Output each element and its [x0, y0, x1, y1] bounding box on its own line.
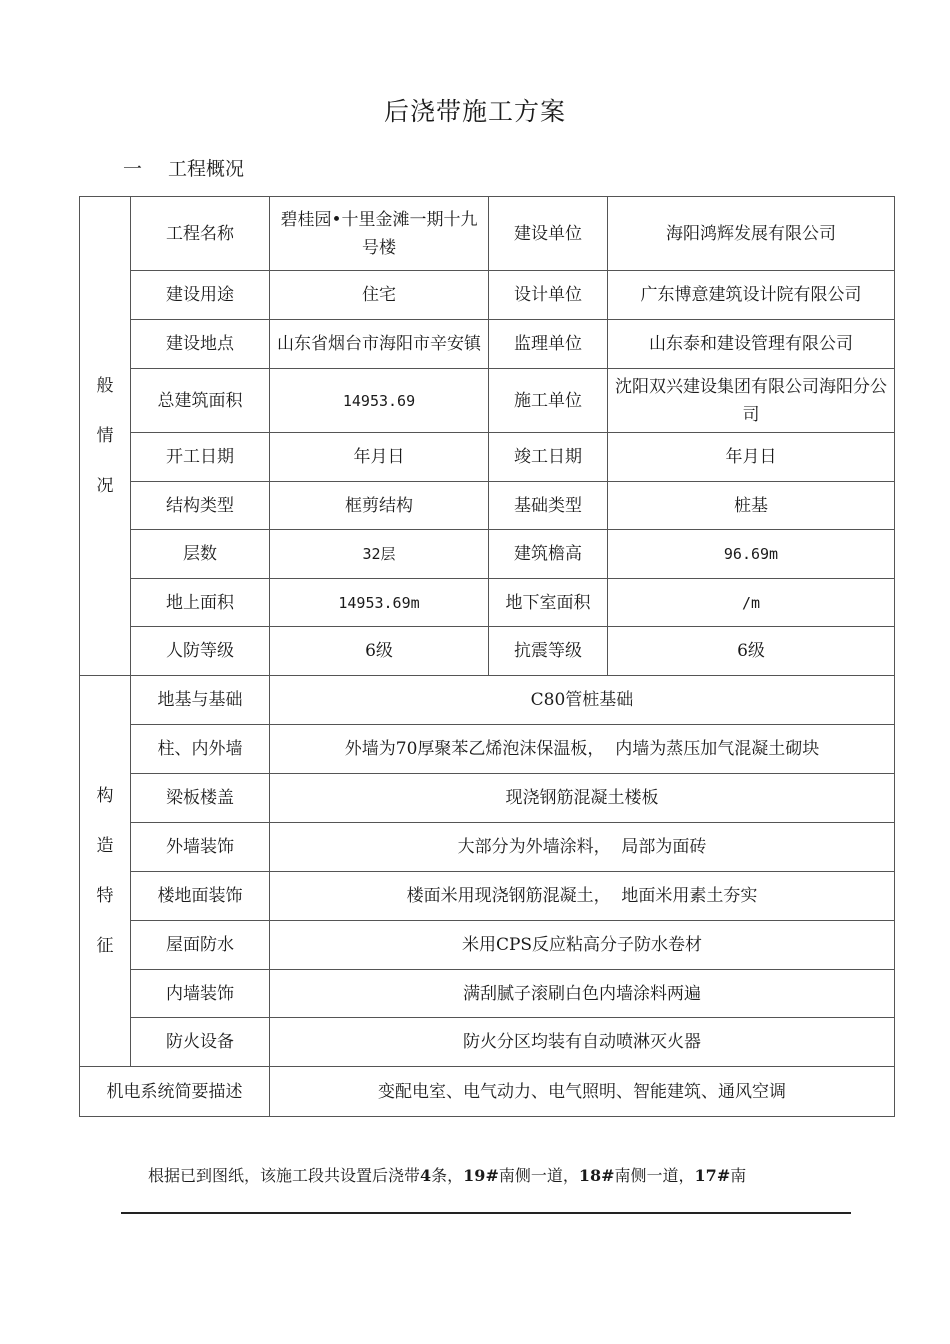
row-label: 工程名称 — [131, 197, 270, 271]
section-number: 一 — [123, 158, 143, 180]
row-value: 32层 — [270, 530, 489, 579]
row-label: 施工单位 — [489, 369, 608, 433]
table-row — [80, 1067, 895, 1117]
section-heading — [123, 154, 244, 181]
row-label: 梁板楼盖 — [131, 774, 270, 823]
side-label-char: 况 — [96, 476, 114, 496]
mep-label: 机电系统简要描述 — [80, 1067, 270, 1117]
section-title: 工程概况 — [168, 158, 245, 180]
row-label: 建设地点 — [131, 320, 270, 369]
row-label: 内墙装饰 — [131, 970, 270, 1018]
body-text-span: 南侧一道， — [614, 1166, 695, 1185]
table-row — [80, 725, 895, 774]
row-label: 竣工日期 — [489, 433, 608, 482]
table-row — [80, 970, 895, 1018]
general-side-label — [80, 197, 131, 676]
side-label-char: 构 — [96, 786, 114, 806]
body-text-bold: 17# — [694, 1166, 731, 1185]
row-label: 建筑檐高 — [489, 530, 608, 579]
body-text-span: 根据已到图纸，该施工段共设置后浇带 — [148, 1166, 421, 1185]
table-row — [80, 197, 895, 271]
page-title: 后浇带施工方案 — [383, 97, 566, 126]
table-row — [80, 433, 895, 482]
row-value: 沈阳双兴建设集团有限公司海阳分公司 — [608, 369, 895, 433]
body-text-bold: 18# — [578, 1166, 615, 1185]
row-label: 柱、内外墙 — [131, 725, 270, 774]
table-row — [80, 921, 895, 970]
row-value: 年月日 — [270, 433, 489, 482]
table-row — [80, 320, 895, 369]
table-row — [80, 271, 895, 320]
row-label: 建设用途 — [131, 271, 270, 320]
row-label: 设计单位 — [489, 271, 608, 320]
table-row — [80, 579, 895, 627]
row-label: 地上面积 — [131, 579, 270, 627]
row-value: 山东泰和建设管理有限公司 — [608, 320, 895, 369]
row-label: 人防等级 — [131, 627, 270, 676]
table-row — [80, 369, 895, 433]
row-label: 地基与基础 — [131, 676, 270, 725]
row-label: 屋面防水 — [131, 921, 270, 970]
row-label: 监理单位 — [489, 320, 608, 369]
footer-rule — [121, 1212, 851, 1214]
row-label: 地下室面积 — [489, 579, 608, 627]
side-label-char: 般 — [96, 376, 114, 396]
row-value: 年月日 — [608, 433, 895, 482]
table-row — [80, 530, 895, 579]
row-value: 大部分为外墙涂料， 局部为面砖 — [270, 823, 895, 872]
row-label: 抗震等级 — [489, 627, 608, 676]
table-row — [80, 823, 895, 872]
body-text-span: 南 — [730, 1166, 747, 1185]
row-value: 6级 — [270, 627, 489, 676]
mep-value: 变配电室、电气动力、电气照明、智能建筑、通风空调 — [270, 1067, 895, 1117]
table-row — [80, 872, 895, 921]
row-value: 96.69m — [608, 530, 895, 579]
row-value: 现浇钢筋混凝土楼板 — [270, 774, 895, 823]
row-value: 框剪结构 — [270, 482, 489, 530]
row-value: 广东博意建筑设计院有限公司 — [608, 271, 895, 320]
row-value: 山东省烟台市海阳市辛安镇 — [270, 320, 489, 369]
row-value: 6级 — [608, 627, 895, 676]
table-row — [80, 676, 895, 725]
table-row — [80, 482, 895, 530]
row-label: 层数 — [131, 530, 270, 579]
body-paragraph — [148, 1163, 746, 1186]
row-value: 14953.69 — [270, 369, 489, 433]
row-label: 结构类型 — [131, 482, 270, 530]
row-label: 楼地面装饰 — [131, 872, 270, 921]
row-label: 外墙装饰 — [131, 823, 270, 872]
side-label-char: 情 — [96, 426, 114, 446]
row-label: 防火设备 — [131, 1018, 270, 1067]
row-value: 海阳鸿辉发展有限公司 — [608, 197, 895, 271]
structure-side-label — [80, 676, 131, 1067]
project-overview-table — [79, 196, 895, 1117]
table-row — [80, 774, 895, 823]
row-label: 建设单位 — [489, 197, 608, 271]
row-value: 桩基 — [608, 482, 895, 530]
side-label-char: 造 — [96, 836, 114, 856]
row-label: 总建筑面积 — [131, 369, 270, 433]
side-label-char: 征 — [96, 936, 114, 956]
table-row — [80, 627, 895, 676]
side-label-char: 特 — [96, 886, 114, 906]
row-value: 米用CPS反应粘高分子防水卷材 — [270, 921, 895, 970]
row-value: 住宅 — [270, 271, 489, 320]
row-value: C80管桩基础 — [270, 676, 895, 725]
table-row — [80, 1018, 895, 1067]
row-value: /m — [608, 579, 895, 627]
body-text-span: 南侧一道， — [498, 1166, 579, 1185]
body-text-bold: 19# — [463, 1166, 499, 1185]
row-value: 外墙为70厚聚苯乙烯泡沫保温板， 内墙为蒸压加气混凝土砌块 — [270, 725, 895, 774]
row-value: 楼面米用现浇钢筋混凝土， 地面米用素土夯实 — [270, 872, 895, 921]
row-label: 开工日期 — [131, 433, 270, 482]
row-label: 基础类型 — [489, 482, 608, 530]
row-value: 防火分区均装有自动喷淋灭火器 — [270, 1018, 895, 1067]
body-text-span: 条， — [431, 1166, 464, 1185]
row-value: 碧桂园•十里金滩一期十九号楼 — [270, 197, 489, 271]
row-value: 满刮腻子滚刷白色内墙涂料两遍 — [270, 970, 895, 1018]
body-text-bold: 4 — [420, 1166, 432, 1185]
row-value: 14953.69m — [270, 579, 489, 627]
